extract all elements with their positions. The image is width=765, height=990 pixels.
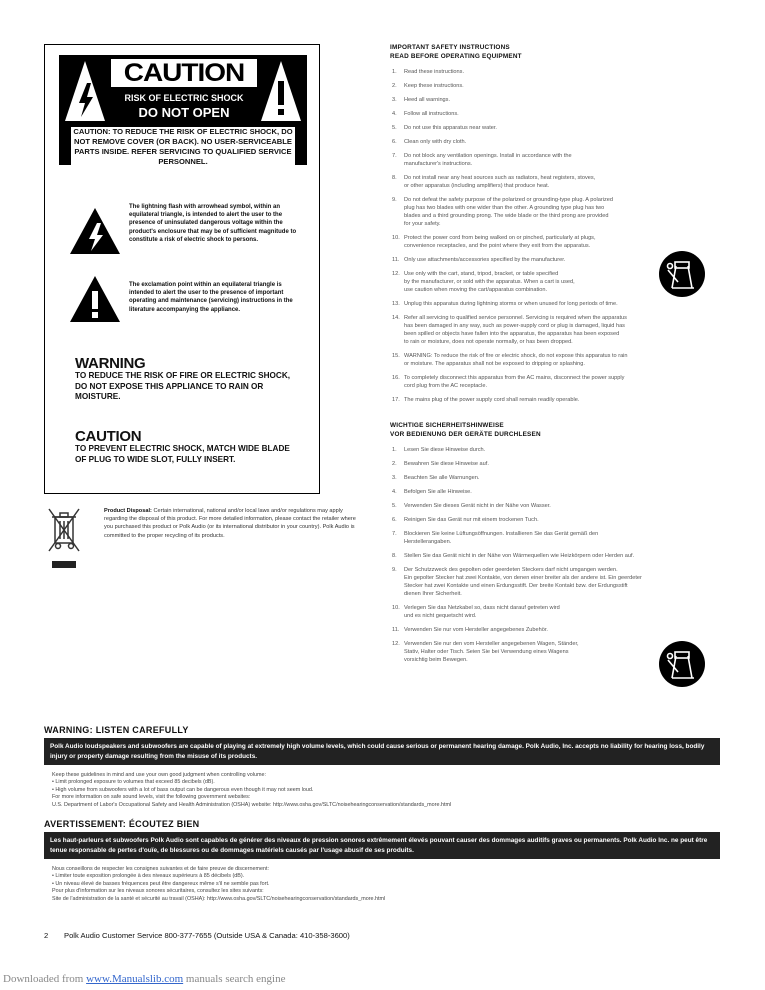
- safety-de-item-text: Der Schutzzweck des gepolten oder geerdeten Steckers darf nicht umgangen werden.: [404, 567, 618, 573]
- warning-fr-banner-text: Les haut-parleurs et subwoofers Polk Audio sont capables de générer des niveaux de pression sonores extrêmement élevés pouvant causer des dommages auditifs graves ou permanents. Polk Audio Inc. ne peut être tenue responsable de pertes d'ouïe, de blessures ou de dommages matériels causés par l'usage abusif de ses produits.: [50, 837, 708, 854]
- safety-de-item-number: 7.: [392, 531, 397, 537]
- exclamation-triangle-icon: [69, 275, 121, 323]
- safety-en-item-text: Do not use this apparatus near water.: [404, 125, 497, 131]
- safety-de-item-text: und es nicht gequetscht wird.: [404, 613, 477, 619]
- safety-de-item-text: Blockieren Sie keine Lüftungsöffnungen. Installieren Sie das Gerät gemäß den: [404, 531, 599, 537]
- safety-en-item-text: convenience receptacles, and the point where they exit from the apparatus.: [404, 243, 591, 249]
- safety-en-item-number: 8.: [392, 175, 397, 181]
- safety-en-item-number: 7.: [392, 153, 397, 159]
- safety-de-item-text: Stellen Sie das Gerät nicht in der Nähe von Wärmequellen wie Heizkörpern oder Herden auf.: [404, 553, 635, 559]
- safety-en-item-text: blades and a third grounding prong. The wide blade or the third prong are provided: [404, 213, 609, 219]
- cart-warning-icon: [658, 250, 706, 298]
- warning-text: TO REDUCE THE RISK OF FIRE OR ELECTRIC SHOCK, DO NOT EXPOSE THIS APPLIANCE TO RAIN OR MOISTURE.: [75, 371, 291, 401]
- warning-fr-notes: [52, 866, 712, 903]
- exclamation-explanation: The exclamation point within an equilateral triangle is intended to alert the user to the presence of important operating and maintenance (servicing) instructions in the literature accompanying the appliance.: [129, 282, 293, 313]
- safety-de-item-number: 11.: [392, 627, 400, 633]
- safety-de-item-text: Verwenden Sie nur den vom Hersteller angegebenen Wagen, Ständer,: [404, 641, 579, 647]
- warning-en-note: Keep these guidelines in mind and use your own good judgment when controlling volume:: [52, 772, 266, 778]
- caution2-text: TO PREVENT ELECTRIC SHOCK, MATCH WIDE BLADE OF PLUG TO WIDE SLOT, FULLY INSERT.: [75, 444, 290, 464]
- safety-en-item-text: Clean only with dry cloth.: [404, 139, 467, 145]
- warning-en-banner-text: Polk Audio loudspeakers and subwoofers are capable of playing at extremely high volume levels, which could cause serious or permanent hearing damage. Polk Audio, Inc. accepts no liability for hearing loss, bodily injury or property damage resulting from the misuse of its products.: [50, 743, 705, 760]
- lightning-explanation: The lightning flash with arrowhead symbol, within an equilateral triangle, is intended to alert the user to the presence of uninsulated dangerous voltage within the product's enclosure that may be of sufficient magnitude to constitute a risk of electric shock to persons.: [129, 204, 297, 243]
- warning-en-note: • Limit prolonged exposure to volumes that exceed 85 decibels (dB).: [52, 779, 215, 786]
- warning-fr-note: Nous conseillons de respecter les consignes suivantes et de faire preuve de discernement:: [52, 866, 269, 872]
- risk-shock-label: RISK OF ELECTRIC SHOCK: [124, 93, 244, 103]
- safety-de-item-text: Bewahren Sie diese Hinweise auf.: [404, 461, 489, 467]
- safety-en-item-text: Keep these instructions.: [404, 83, 464, 89]
- safety-de-item-number: 2.: [392, 461, 397, 467]
- safety-en-item-text: use caution when moving the cart/apparatus combination.: [404, 287, 548, 293]
- safety-en-item-text: Only use attachments/accessories specified by the manufacturer.: [404, 257, 566, 263]
- safety-de-subtitle: VOR BEDIENUNG DER GERÄTE DURCHLESEN: [390, 431, 541, 438]
- safety-en-item-text: manufacturer's instructions.: [404, 161, 473, 167]
- warning-fr-title: AVERTISSEMENT: ÉCOUTEZ BIEN: [44, 819, 200, 829]
- safety-de-item-text: Befolgen Sie alle Hinweise.: [404, 489, 472, 495]
- warning-en-notes: [52, 772, 712, 809]
- safety-en-item-text: been spilled or objects have fallen into the apparatus, the apparatus has been exposed: [404, 331, 620, 337]
- warning-en-banner: [44, 738, 720, 765]
- safety-de-title: WICHTIGE SICHERHEITSHINWEISE: [390, 422, 504, 429]
- safety-de-item-text: Verwenden Sie nur vom Hersteller angegebenes Zubehör.: [404, 627, 548, 633]
- caution-box: [44, 44, 320, 494]
- safety-en-item-number: 6.: [392, 139, 397, 145]
- safety-de-item-text: Stecker hat zwei Kontakte und einen Erdungsstift. Der breite Kontakt bzw. der Erdungsstift: [404, 583, 628, 589]
- safety-en-item-text: Refer all servicing to qualified service personnel. Servicing is required when the apparatus: [404, 315, 627, 321]
- safety-en-item-text: Do not install near any heat sources such as radiators, heat registers, stoves,: [404, 175, 596, 181]
- warning-fr-banner: [44, 832, 720, 859]
- safety-de-item-text: Ein gepolter Stecker hat zwei Kontakte, von denen einer breiter als der andere ist. Ein geerdeter: [404, 575, 642, 581]
- safety-en-item-text: Read these instructions.: [404, 69, 465, 75]
- safety-de-item-number: 4.: [392, 489, 397, 495]
- safety-de-item-text: dienen Ihrer Sicherheit.: [404, 591, 462, 597]
- safety-en-item-text: for your safety.: [404, 221, 441, 227]
- manualslib-link[interactable]: www.Manualslib.com: [86, 973, 184, 985]
- safety-en-item-text: WARNING: To reduce the risk of fire or electric shock, do not expose this apparatus to rain: [404, 353, 628, 359]
- caution2-heading: CAUTION: [75, 428, 142, 445]
- page-number: 2: [44, 931, 49, 940]
- warning-fr-note: Pour plus d'information sur les niveaux sonores sécuritaires, consultez les sites suivants:: [52, 888, 264, 895]
- safety-en-item-number: 5.: [392, 125, 397, 131]
- safety-en-item-text: Follow all instructions.: [404, 111, 459, 117]
- safety-de-item-text: Verwenden Sie dieses Gerät nicht in der Nähe von Wasser.: [404, 503, 551, 509]
- do-not-open-label: DO NOT OPEN: [138, 105, 230, 120]
- safety-en-item-text: Protect the power cord from being walked on or pinched, particularly at plugs,: [404, 235, 596, 241]
- safety-de-item-text: vorsichtig beim Bewegen.: [404, 657, 468, 663]
- safety-en-item-number: 2.: [392, 83, 397, 89]
- safety-en-item-number: 17.: [392, 397, 400, 403]
- safety-en-item-number: 10.: [392, 235, 400, 241]
- safety-en-item-text: plug has two blades with one wider than the other. A grounding type plug has two: [404, 205, 605, 211]
- disposal-label: Product Disposal:: [104, 508, 152, 514]
- safety-en-item-number: 1.: [392, 69, 397, 75]
- safety-de-item-text: Herstellerangaben.: [404, 539, 452, 545]
- safety-en-item-text: or other apparatus (including amplifiers) that produce heat.: [404, 183, 550, 189]
- lightning-triangle-icon: [69, 207, 121, 255]
- safety-de-item-number: 1.: [392, 447, 397, 453]
- download-prefix: Downloaded from: [3, 973, 87, 985]
- download-suffix: manuals search engine: [183, 973, 286, 985]
- safety-en-item-number: 12.: [392, 271, 400, 277]
- weee-bin-icon: [46, 505, 82, 569]
- safety-de-item-text: Lesen Sie diese Hinweise durch.: [404, 447, 486, 453]
- safety-de-item-number: 6.: [392, 517, 397, 523]
- warning-fr-note: • Limiter toute exposition prolongée à des niveaux supérieurs à 85 décibels (dB).: [52, 873, 245, 880]
- safety-de-item-number: 3.: [392, 475, 397, 481]
- safety-en-item-text: or moisture. The apparatus shall not be exposed to dripping or splashing.: [404, 361, 585, 367]
- safety-de-item-number: 5.: [392, 503, 397, 509]
- safety-de-item-text: Reinigen Sie das Gerät nur mit einem trockenen Tuch.: [404, 517, 539, 523]
- caution-main-text: CAUTION: TO REDUCE THE RISK OF ELECTRIC SHOCK, DO NOT REMOVE COVER (OR BACK). NO USER-SERVICEABLE PARTS INSIDE. REFER SERVICING TO QUALIFIED SERVICE PERSONNEL.: [71, 127, 295, 167]
- safety-en-item-number: 16.: [392, 375, 400, 381]
- safety-en-item-number: 13.: [392, 301, 400, 307]
- cart-warning-icon-de: [658, 640, 706, 688]
- safety-en-item-text: Unplug this apparatus during lightning storms or when unused for long periods of time.: [404, 301, 618, 307]
- safety-de-item-text: Stativ, Halter oder Tisch. Seien Sie bei Verwendung eines Wagens: [404, 649, 569, 655]
- safety-en-item-text: Do not defeat the safety purpose of the polarized or grounding-type plug. A polarized: [404, 197, 613, 203]
- safety-de-item-text: Beachten Sie alle Warnungen.: [404, 475, 480, 481]
- warning-en-title: WARNING: LISTEN CAREFULLY: [44, 725, 189, 735]
- safety-de-item-number: 12.: [392, 641, 400, 647]
- safety-en-item-text: cord plug from the AC receptacle.: [404, 383, 488, 389]
- download-line: [3, 973, 285, 985]
- warning-fr-note: • Un niveau élevé de basses fréquences peut être dangereux même s'il ne semble pas fort.: [52, 880, 270, 887]
- safety-en-item-text: has been damaged in any way, such as power-supply cord or plug is damaged, liquid has: [404, 323, 625, 329]
- warning-en-note: U.S. Department of Labor's Occupational Safety and Health Administration (OSHA) website: http://www.osha.gov/SLTC/noisehearingconservation/standards_more.html: [52, 801, 452, 808]
- warning-fr-note: Site de l'administration de la santé et sécurité au travail (OSHA): http://www.osha.gov/SLTC/noisehearingconservation/standards_more.html: [52, 895, 386, 902]
- safety-en-item-number: 9.: [392, 197, 397, 203]
- safety-en-item-number: 14.: [392, 315, 400, 321]
- safety-de-item-number: 9.: [392, 567, 397, 573]
- safety-de-item-number: 10.: [392, 605, 400, 611]
- customer-service-line: Polk Audio Customer Service 800-377-7655 (Outside USA & Canada: 410-358-3600): [64, 931, 350, 940]
- disposal-text: [104, 507, 362, 540]
- warning-en-note: For more information on safe sound levels, visit the following government websites:: [52, 794, 251, 801]
- safety-en-item-text: The mains plug of the power supply cord shall remain readily operable.: [404, 397, 580, 403]
- safety-en-title: IMPORTANT SAFETY INSTRUCTIONS: [390, 44, 510, 51]
- safety-en-item-text: by the manufacturer, or sold with the apparatus. When a cart is used,: [404, 279, 575, 285]
- safety-en-item-number: 11.: [392, 257, 400, 263]
- safety-en-item-text: To completely disconnect this apparatus from the AC mains, disconnect the power supply: [404, 375, 625, 381]
- safety-en-subtitle: READ BEFORE OPERATING EQUIPMENT: [390, 53, 522, 60]
- safety-en-item-text: Do not block any ventilation openings. Install in accordance with the: [404, 153, 572, 159]
- safety-en-item-text: to rain or moisture, does not operate normally, or has been dropped.: [404, 339, 573, 345]
- disposal-body: Certain international, national and/or local laws and/or regulations may apply regarding the disposal of this product. For more detailed information, please contact the retailer where you purchased this product or Polk Audio (or its international distributor in your country). Polk Audio is committed to the proper recycling of its products.: [104, 508, 356, 539]
- safety-en-item-number: 3.: [392, 97, 397, 103]
- lightning-warning-icon: [63, 59, 107, 123]
- safety-de-item-text: Verlegen Sie das Netzkabel so, dass nicht darauf getreten wird: [404, 605, 560, 611]
- safety-en-item-text: Use only with the cart, stand, tripod, bracket, or table specified: [404, 271, 559, 277]
- safety-en-item-number: 4.: [392, 111, 397, 117]
- caution-title: CAUTION: [123, 58, 245, 87]
- safety-de-item-number: 8.: [392, 553, 397, 559]
- warning-en-note: • High volume from subwoofers with a lot of bass output can be dangerous even though it may not seem loud.: [52, 786, 314, 793]
- safety-en-item-text: Heed all warnings.: [404, 97, 451, 103]
- warning-heading: WARNING: [75, 355, 146, 372]
- exclamation-warning-icon: [259, 59, 303, 123]
- safety-en-item-number: 15.: [392, 353, 400, 359]
